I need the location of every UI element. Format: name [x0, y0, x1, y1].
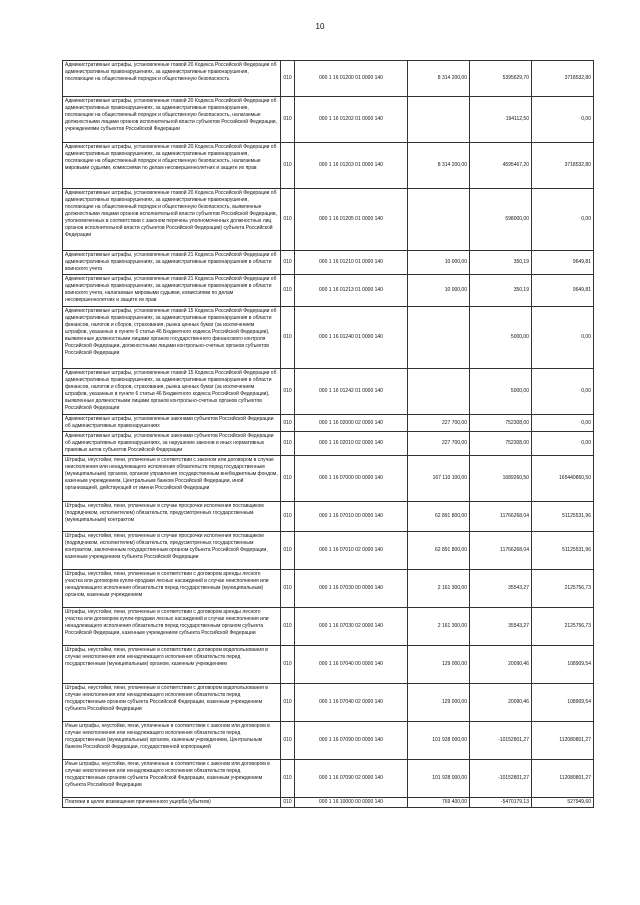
- row-unexecuted-amount: 0,00: [532, 307, 594, 369]
- row-budget-code: 000 1 16 01210 01 0000 140: [295, 251, 408, 275]
- row-unexecuted-amount: 51125531,96: [532, 532, 594, 570]
- row-unexecuted-amount: 0,00: [532, 97, 594, 143]
- table-row: [63, 143, 594, 189]
- row-budget-code: 000 1 16 01202 01 0000 140: [295, 97, 408, 143]
- row-unexecuted-amount: 2125756,73: [532, 608, 594, 646]
- row-budget-code: 000 1 16 07010 02 0000 140: [295, 532, 408, 570]
- row-approved-amount: 167 110 100,00: [408, 456, 470, 502]
- row-approved-amount: 769 400,00: [408, 798, 470, 808]
- row-budget-code: 000 1 16 07090 02 0000 140: [295, 760, 408, 798]
- row-description: Иные штрафы, неустойки, пени, уплаченные в соответствии с законом или договором в случае неисполнения или ненадлежащего исполнения обязательств перед государственным (муниципальным) органом, казенным учреждением, Центральным банком Российской Федерации, государственной корпорацией: [63, 722, 281, 760]
- row-budget-code: 000 1 16 07040 00 0000 140: [295, 646, 408, 684]
- table-row: [63, 608, 594, 646]
- table-row: [63, 275, 594, 307]
- row-line-code: 010: [281, 97, 295, 143]
- row-description: Штрафы, неустойки, пени, уплаченные в соответствии с законом или договором в случае неисполнения или ненадлежащего исполнения обязательств перед государственным (муниципальным) органом, органом управления государственным внебюджетным фондом, казенным учреждением, Центральным банком Российской Федерации, иной организацией, действующей от имени Российской Федерации: [63, 456, 281, 502]
- table-row: [63, 189, 594, 251]
- row-unexecuted-amount: 112080801,27: [532, 722, 594, 760]
- row-unexecuted-amount: 3718532,80: [532, 143, 594, 189]
- row-description: Административные штрафы, установленные главой 21 Кодекса Российской Федерации об административных правонарушениях, за административные правонарушения в области воинского учета, налагаемые мировыми судьями, комиссиями по делам несовершеннолетних и защите их прав: [63, 275, 281, 307]
- table-row: [63, 251, 594, 275]
- row-unexecuted-amount: 0,00: [532, 369, 594, 415]
- row-description: Административные штрафы, установленные главой 20 Кодекса Российской Федерации об административных правонарушениях, за административные правонарушения, посягающие на общественный порядок и общественную безопасность: [63, 61, 281, 97]
- row-description: Иные штрафы, неустойки, пени, уплаченные в соответствии с законом или договором в случае неисполнения или ненадлежащего исполнения обязательств перед государственным органом субъекта Российской Федерации, казенным учреждением субъекта Российской Федерации: [63, 760, 281, 798]
- table-row: [63, 532, 594, 570]
- row-unexecuted-amount: 527949,60: [532, 798, 594, 808]
- row-approved-amount: 129 000,00: [408, 684, 470, 722]
- row-line-code: 010: [281, 760, 295, 798]
- row-approved-amount: 10 000,00: [408, 275, 470, 307]
- row-approved-amount: [408, 307, 470, 369]
- row-description: Штрафы, неустойки, пени, уплаченные в соответствии с договором аренды лесного участка или договором купли-продажи лесных насаждений в случае неисполнения или ненадлежащего исполнения обязательств перед государственным органом субъекта Российской Федерации, казенным учреждением субъекта Российской Федерации: [63, 608, 281, 646]
- row-budget-code: 000 1 16 07010 00 0000 140: [295, 502, 408, 532]
- row-unexecuted-amount: 9649,81: [532, 275, 594, 307]
- row-description: Платежи в целях возмещения причиненного ущерба (убытков): [63, 798, 281, 808]
- row-budget-code: 000 1 16 02000 02 0000 140: [295, 415, 408, 432]
- row-unexecuted-amount: 9649,81: [532, 251, 594, 275]
- revenue-table: [62, 60, 594, 808]
- row-approved-amount: [408, 97, 470, 143]
- row-description: Административные штрафы, установленные главой 15 Кодекса Российской Федерации об административных правонарушениях, за административные правонарушения в области финансов, налогов и сборов, страхования, рынка ценных бумаг (за исключением штрафов, указанных в пункте 6 статьи 46 Бюджетного кодекса Российской Федерации), выявленные должностными лицами органов контрольно-счетных органов субъектов Российской Федерации: [63, 369, 281, 415]
- table-row: [63, 570, 594, 608]
- row-line-code: 010: [281, 415, 295, 432]
- revenue-table-body: [63, 61, 594, 808]
- row-executed-amount: 752308,00: [470, 415, 532, 432]
- row-budget-code: 000 1 16 07000 00 0000 140: [295, 456, 408, 502]
- row-line-code: 010: [281, 502, 295, 532]
- row-line-code: 010: [281, 456, 295, 502]
- row-description: Административные штрафы, установленные главой 20 Кодекса Российской Федерации об административных правонарушениях, за административные правонарушения, посягающие на общественный порядок и общественную безопасность, выявленные должностными лицами органов исполнительной власти субъектов Российской Федерации, уполномоченных в соответствии с законом перечень уполномоченных должностных лиц органов исполнительной власти субъектов Российской Федерации) субъекта Российской Федерации: [63, 189, 281, 251]
- row-unexecuted-amount: 51125531,96: [532, 502, 594, 532]
- row-approved-amount: 2 161 300,00: [408, 608, 470, 646]
- row-description: Штрафы, неустойки, пени, уплаченные в соответствии с договором аренды лесного участка или договором купли-продажи лесных насаждений в случае неисполнения или ненадлежащего исполнения обязательств перед государственным (муниципальным) органом, казенным учреждением: [63, 570, 281, 608]
- row-approved-amount: 62 891 800,00: [408, 502, 470, 532]
- row-line-code: 010: [281, 307, 295, 369]
- row-executed-amount: 350,19: [470, 275, 532, 307]
- row-line-code: 010: [281, 570, 295, 608]
- row-executed-amount: 1689260,50: [470, 456, 532, 502]
- row-approved-amount: 101 928 000,00: [408, 722, 470, 760]
- row-unexecuted-amount: 108909,54: [532, 646, 594, 684]
- row-budget-code: 000 1 16 01200 01 0000 140: [295, 61, 408, 97]
- row-unexecuted-amount: 3718532,80: [532, 61, 594, 97]
- row-executed-amount: -10152801,27: [470, 760, 532, 798]
- table-row: [63, 97, 594, 143]
- row-unexecuted-amount: 165440860,50: [532, 456, 594, 502]
- table-row: [63, 456, 594, 502]
- row-description: Административные штрафы, установленные законами субъектов Российской Федерации об административных правонарушениях: [63, 415, 281, 432]
- row-executed-amount: 20090,46: [470, 646, 532, 684]
- row-budget-code: 000 1 16 07030 02 0000 140: [295, 608, 408, 646]
- row-line-code: 010: [281, 143, 295, 189]
- row-line-code: 010: [281, 369, 295, 415]
- row-executed-amount: 752308,00: [470, 432, 532, 456]
- row-line-code: 010: [281, 798, 295, 808]
- row-executed-amount: 5000,00: [470, 369, 532, 415]
- row-budget-code: 000 1 16 07040 02 0000 140: [295, 684, 408, 722]
- row-budget-code: 000 1 16 07090 00 0000 140: [295, 722, 408, 760]
- page-number: 10: [315, 22, 325, 31]
- table-row: [63, 432, 594, 456]
- row-line-code: 010: [281, 189, 295, 251]
- row-executed-amount: 5000,00: [470, 307, 532, 369]
- row-line-code: 010: [281, 608, 295, 646]
- row-approved-amount: 129 000,00: [408, 646, 470, 684]
- row-executed-amount: 35543,27: [470, 608, 532, 646]
- row-line-code: 010: [281, 275, 295, 307]
- row-executed-amount: 350,19: [470, 251, 532, 275]
- row-unexecuted-amount: 108909,54: [532, 684, 594, 722]
- table-row: [63, 415, 594, 432]
- row-line-code: 010: [281, 684, 295, 722]
- row-budget-code: 000 1 16 01213 01 0000 140: [295, 275, 408, 307]
- row-approved-amount: 8 314 200,00: [408, 61, 470, 97]
- row-unexecuted-amount: 2125756,73: [532, 570, 594, 608]
- row-approved-amount: 2 161 300,00: [408, 570, 470, 608]
- row-executed-amount: -5470179,13: [470, 798, 532, 808]
- row-budget-code: 000 1 16 07030 00 0000 140: [295, 570, 408, 608]
- row-line-code: 010: [281, 432, 295, 456]
- row-description: Административные штрафы, установленные главой 20 Кодекса Российской Федерации об административных правонарушениях, за административные правонарушения, посягающие на общественный порядок и общественную безопасность, налагаемые мировыми судьями, комиссиями по делам несовершеннолетних и защите их прав: [63, 143, 281, 189]
- row-unexecuted-amount: 0,00: [532, 415, 594, 432]
- row-executed-amount: 11766268,04: [470, 532, 532, 570]
- row-description: Административные штрафы, установленные главой 15 Кодекса Российской Федерации об административных правонарушениях, за административные правонарушения в области финансов, налогов и сборов, страхования, рынка ценных бумаг (за исключением штрафов, указанных в пункте 6 статьи 46 Бюджетного кодекса Российской Федерации), выявленные должностными лицами органов государственного финансового контроля Российской Федерации, должностными лицами контрольно-счетных органов субъектов Российской Федерации: [63, 307, 281, 369]
- table-row: [63, 760, 594, 798]
- table-row: [63, 61, 594, 97]
- row-line-code: 010: [281, 532, 295, 570]
- row-executed-amount: 194112,50: [470, 97, 532, 143]
- row-description: Административные штрафы, установленные законами субъектов Российской Федерации об административных правонарушениях, за нарушение законов и иных нормативных правовых актов субъектов Российской Федерации: [63, 432, 281, 456]
- table-row: [63, 798, 594, 808]
- row-description: Административные штрафы, установленные главой 21 Кодекса Российской Федерации об административных правонарушениях, за административные правонарушения в области воинского учета: [63, 251, 281, 275]
- row-executed-amount: 20090,46: [470, 684, 532, 722]
- row-executed-amount: 598000,00: [470, 189, 532, 251]
- table-row: [63, 722, 594, 760]
- row-unexecuted-amount: 112080801,27: [532, 760, 594, 798]
- row-line-code: 010: [281, 61, 295, 97]
- table-row: [63, 502, 594, 532]
- row-executed-amount: -10152801,27: [470, 722, 532, 760]
- row-budget-code: 000 1 16 01205 01 0000 140: [295, 189, 408, 251]
- row-budget-code: 000 1 16 01240 01 0000 140: [295, 307, 408, 369]
- row-description: Административные штрафы, установленные главой 20 Кодекса Российской Федерации об административных правонарушениях, за административные правонарушения, посягающие на общественный порядок и общественную безопасность, налагаемые должностными лицами органов исполнительной власти субъектов Российской Федерации, учреждениями субъектов Российской Федерации: [63, 97, 281, 143]
- row-approved-amount: [408, 369, 470, 415]
- row-approved-amount: 8 314 200,00: [408, 143, 470, 189]
- table-row: [63, 369, 594, 415]
- row-line-code: 010: [281, 722, 295, 760]
- row-approved-amount: 227 700,00: [408, 415, 470, 432]
- row-description: Штрафы, неустойки, пени, уплаченные в случае просрочки исполнения поставщиком (подрядчиком, исполнителем) обязательств, предусмотренных государственным контрактом, заключенным государственным органом субъекта Российской Федерации, казенным учреждением субъекта Российской Федерации: [63, 532, 281, 570]
- row-unexecuted-amount: 0,00: [532, 189, 594, 251]
- row-approved-amount: 10 000,00: [408, 251, 470, 275]
- row-approved-amount: 101 928 000,00: [408, 760, 470, 798]
- row-description: Штрафы, неустойки, пени, уплаченные в случае просрочки исполнения поставщиком (подрядчиком, исполнителем) обязательств, предусмотренных государственным (муниципальным) контрактом: [63, 502, 281, 532]
- row-executed-amount: 35543,27: [470, 570, 532, 608]
- table-row: [63, 646, 594, 684]
- row-line-code: 010: [281, 646, 295, 684]
- row-executed-amount: 4595467,20: [470, 143, 532, 189]
- row-budget-code: 000 1 16 02010 02 0000 140: [295, 432, 408, 456]
- table-row: [63, 307, 594, 369]
- row-executed-amount: 5395629,70: [470, 61, 532, 97]
- row-budget-code: 000 1 16 01242 01 0000 140: [295, 369, 408, 415]
- row-approved-amount: 227 700,00: [408, 432, 470, 456]
- row-budget-code: 000 1 16 01203 01 0000 140: [295, 143, 408, 189]
- row-description: Штрафы, неустойки, пени, уплаченные в соответствии с договором водопользования в случае неисполнения или ненадлежащего исполнения обязательств перед государственным (муниципальным) органом, казенным учреждением: [63, 646, 281, 684]
- row-approved-amount: [408, 189, 470, 251]
- row-executed-amount: 11766268,04: [470, 502, 532, 532]
- row-approved-amount: 62 891 800,00: [408, 532, 470, 570]
- row-description: Штрафы, неустойки, пени, уплаченные в соответствии с договором водопользования в случае неисполнения или ненадлежащего исполнения обязательств перед государственным органом субъекта Российской Федерации, казенным учреждением субъекта Российской Федерации: [63, 684, 281, 722]
- row-unexecuted-amount: 0,00: [532, 432, 594, 456]
- row-line-code: 010: [281, 251, 295, 275]
- row-budget-code: 000 1 16 10000 00 0000 140: [295, 798, 408, 808]
- table-row: [63, 684, 594, 722]
- revenue-table-container: [62, 60, 593, 808]
